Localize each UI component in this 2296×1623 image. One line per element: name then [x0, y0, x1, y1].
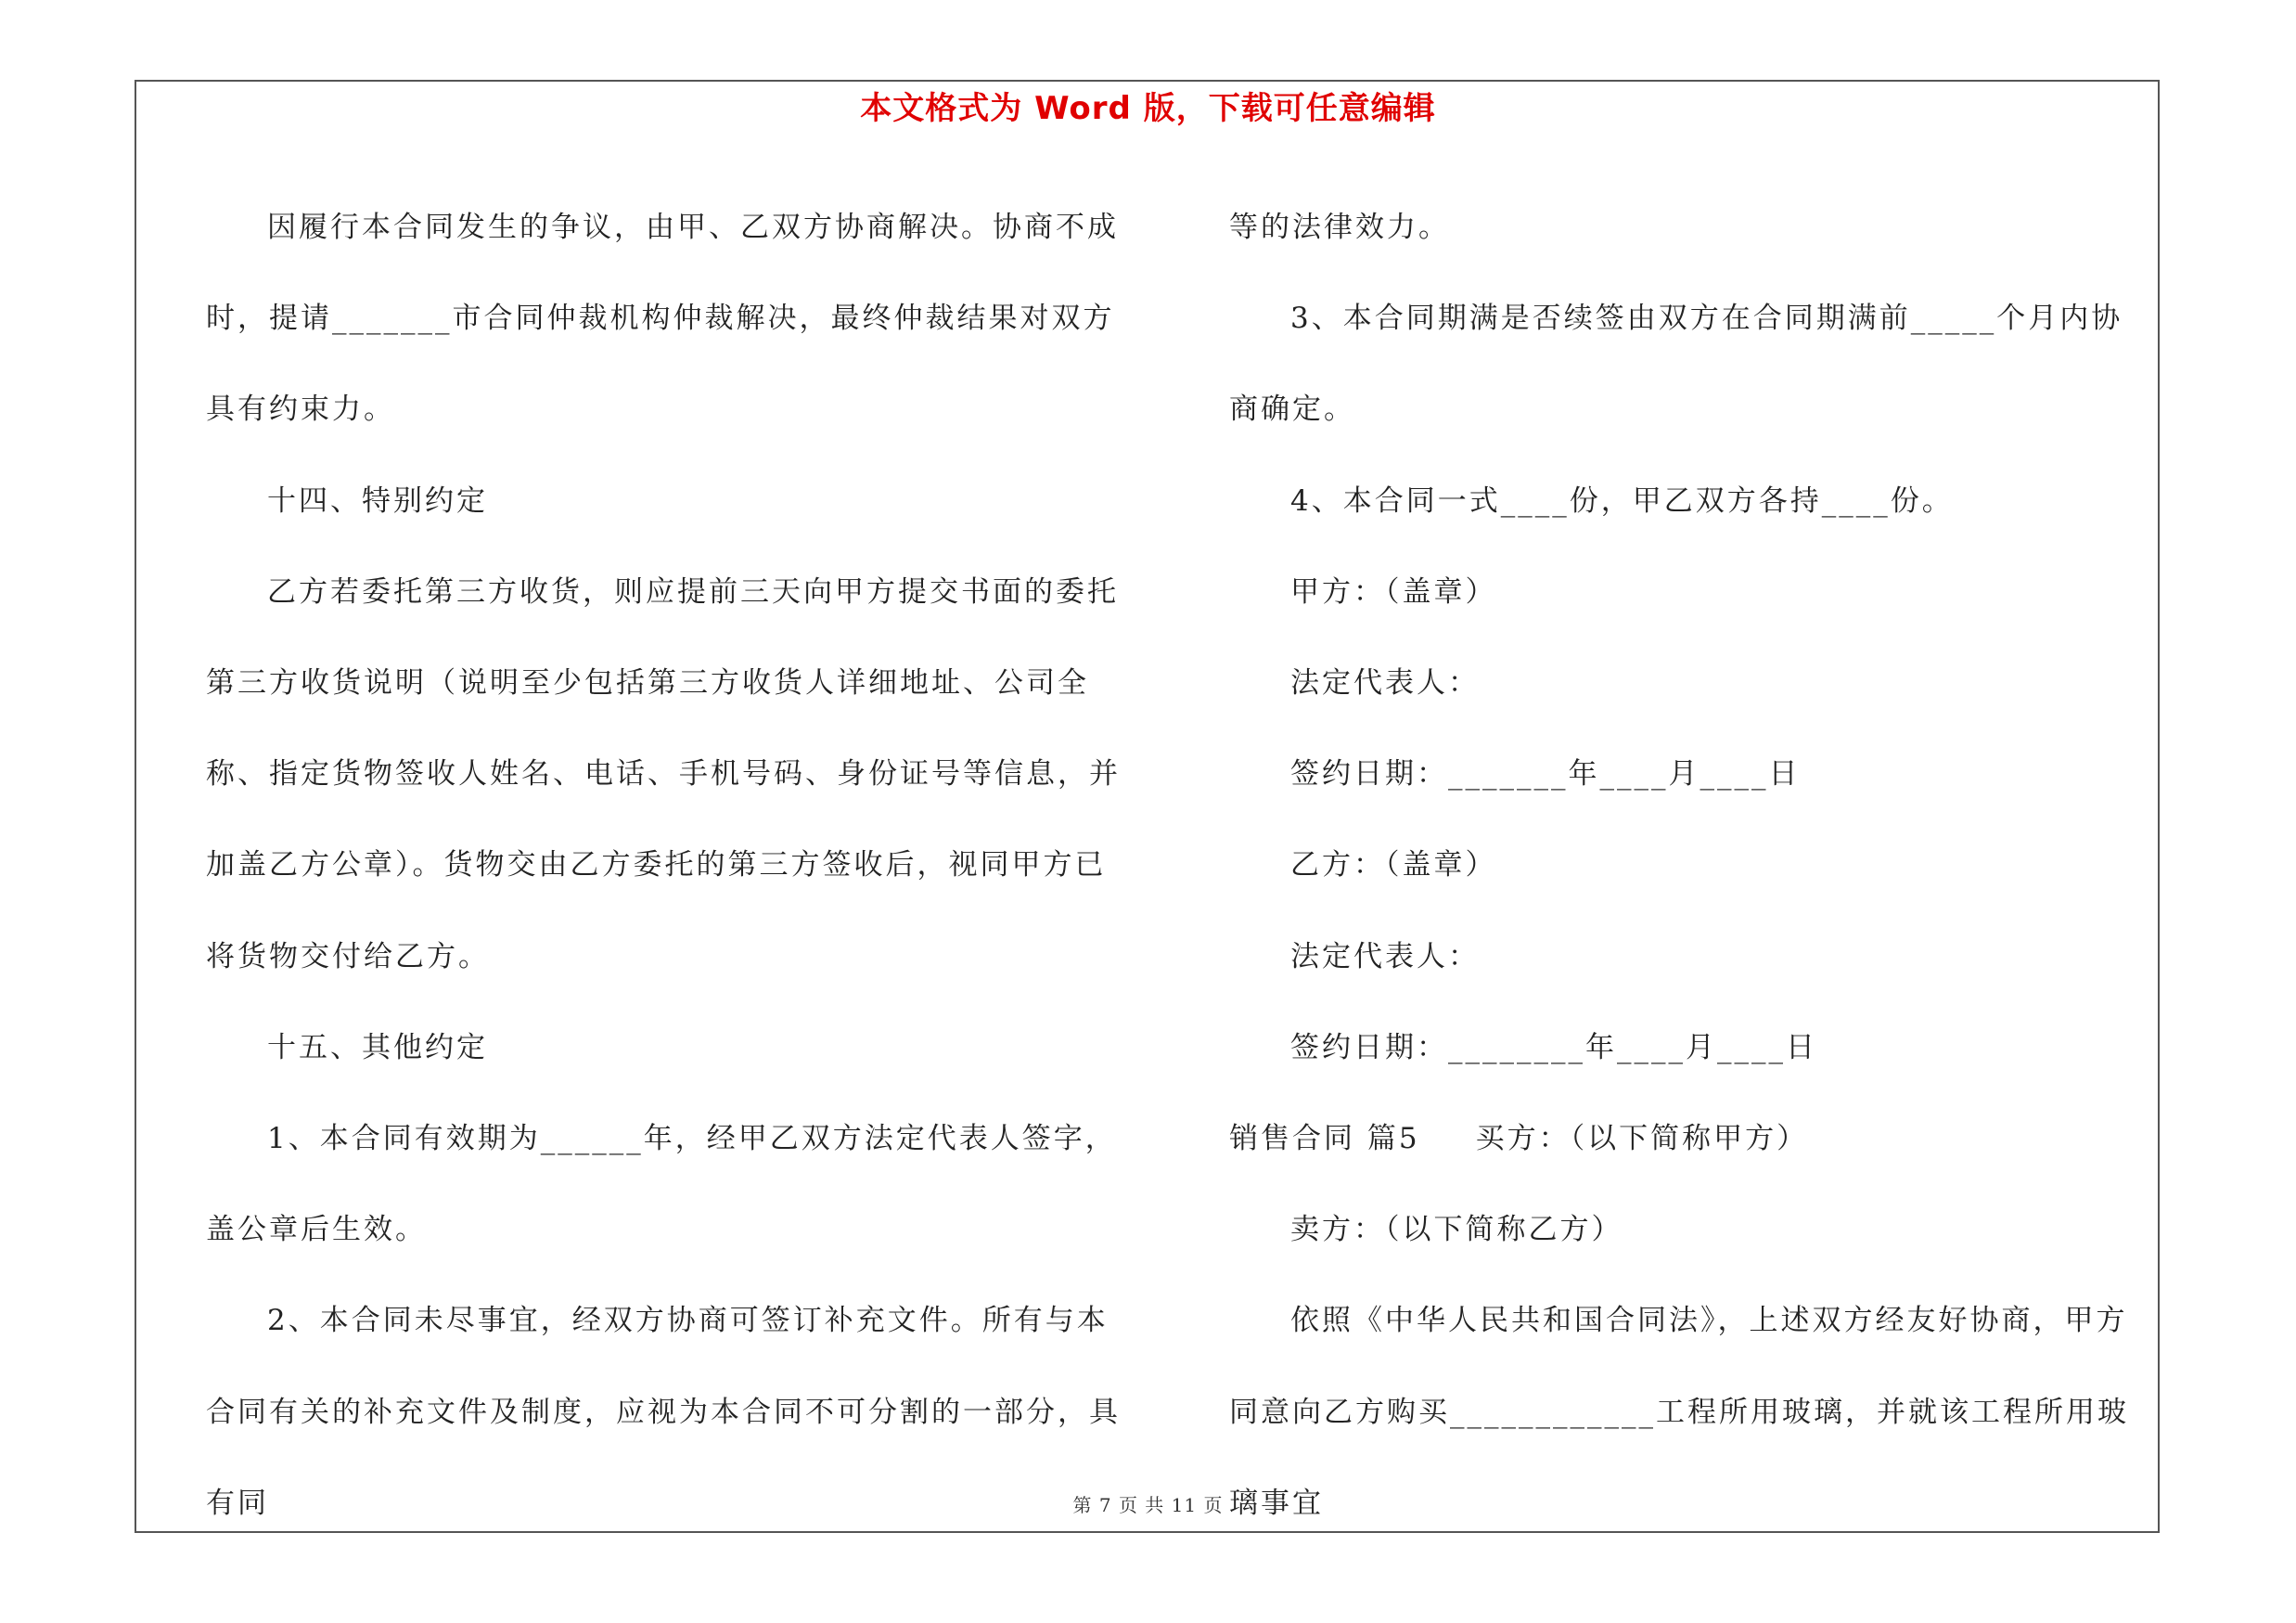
contract-5-title: 销售合同 篇5 — [1229, 1122, 1420, 1156]
party-a-sign-date: 签约日期：_______年____月____日 — [1290, 757, 1801, 792]
right-column — [1229, 182, 2149, 1549]
left-column — [206, 182, 1124, 1549]
contract-5-intro: 依照《中华人民共和国合同法》，上述双方经友好协商，甲方同意向乙方购买____________工程所用玻璃，并就该工程所用玻璃事宜 — [1229, 1304, 2129, 1520]
party-b-seal: 乙方：（盖章） — [1290, 848, 1497, 882]
party-a-representative: 法定代表人： — [1290, 666, 1480, 701]
section-15-item-3: 3、本合同期满是否续签由双方在合同期满前_____个月内协商确定。 — [1229, 302, 2123, 427]
section-15-item-2: 2、本合同未尽事宜，经双方协商可签订补充文件。所有与本合同有关的补充文件及制度，应视为本合同不可分割的一部分，具有同 — [206, 1304, 1121, 1520]
section-14-body: 乙方若委托第三方收货，则应提前三天向甲方提交书面的委托第三方收货说明（说明至少包括第三方收货人详细地址、公司全称、指定货物签收人姓名、电话、手机号码、身份证号等信息，并加盖乙方公章）。货物交由乙方委托的第三方签收后，视同甲方已将货物交付给乙方。 — [206, 574, 1121, 973]
section-15-item-4: 4、本合同一式____份，甲乙双方各持____份。 — [1290, 483, 1954, 518]
item-2-continuation: 等的法律效力。 — [1229, 211, 1450, 244]
dispute-paragraph: 因履行本合同发生的争议，由甲、乙双方协商解决。协商不成时，提请_______市合同仲裁机构仲裁解决，最终仲裁结果对双方具有约束力。 — [206, 211, 1119, 427]
section-15-item-1: 1、本合同有效期为______年，经甲乙双方法定代表人签字，盖公章后生效。 — [206, 1122, 1117, 1247]
seller-label: 卖方：（以下简称乙方） — [1290, 1213, 1623, 1247]
contract-5-heading — [1229, 1093, 2149, 1184]
party-b-sign-date: 签约日期：________年____月____日 — [1290, 1030, 1817, 1064]
party-b-representative: 法定代表人： — [1290, 939, 1480, 973]
page-number: 第 7 页 共 11 页 — [1072, 1494, 1224, 1516]
section-14-title: 十四、特别约定 — [267, 483, 488, 518]
buyer-label: 买方：（以下简称甲方） — [1475, 1122, 1809, 1156]
section-15-title: 十五、其他约定 — [267, 1030, 488, 1064]
party-a-seal: 甲方：（盖章） — [1290, 574, 1497, 609]
format-banner: 本文格式为 Word 版，下载可任意编辑 — [860, 90, 1436, 127]
